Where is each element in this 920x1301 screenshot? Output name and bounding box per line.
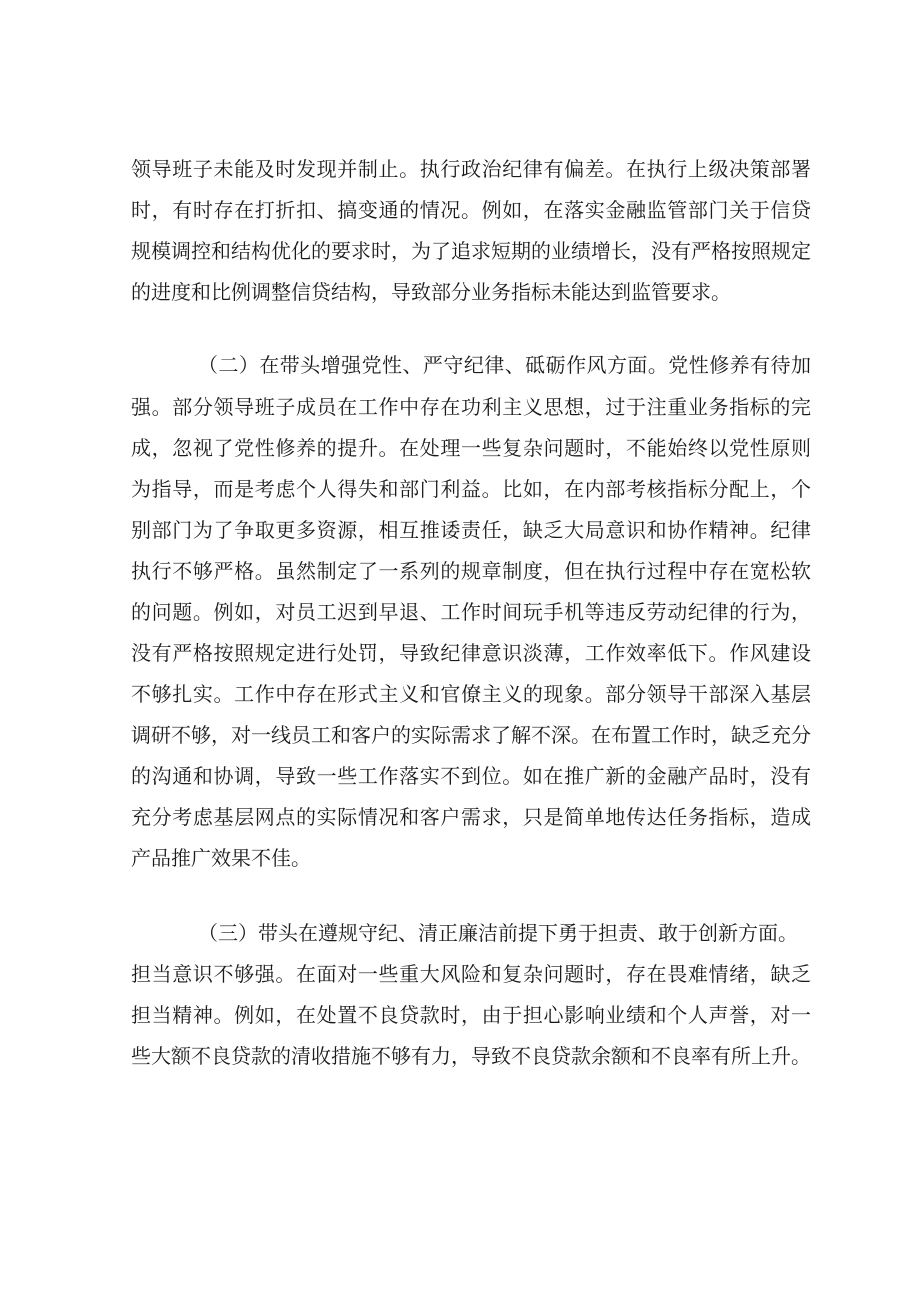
paragraph-2-line-1: （二）在带头增强党性、严守纪律、砥砺作风方面。党性修养有待加: [198, 353, 811, 377]
paragraph-1-line-2: 时，有时存在打折扣、搞变通的情况。例如，在落实金融监管部门关于信贷: [131, 198, 811, 222]
paragraph-1-line-1: 领导班子未能及时发现并制止。执行政治纪律有偏差。在执行上级决策部署: [131, 157, 811, 181]
paragraph-3-line-4: 些大额不良贷款的清收措施不够有力，导致不良贷款余额和不良率有所上升。: [131, 1044, 811, 1068]
paragraph-2-line-6: 执行不够严格。虽然制定了一系列的规章制度，但在执行过程中存在宽松软: [131, 559, 811, 583]
paragraph-3-line-3: 担当精神。例如，在处置不良贷款时，由于担心影响业绩和个人声誉，对一: [131, 1003, 811, 1027]
paragraph-2-line-9: 不够扎实。工作中存在形式主义和官僚主义的现象。部分领导干部深入基层: [131, 682, 811, 706]
paragraph-2-line-8: 没有严格按照规定进行处罚，导致纪律意识淡薄，工作效率低下。作风建设: [131, 641, 811, 665]
paragraph-1-line-4: 的进度和比例调整信贷结构，导致部分业务指标未能达到监管要求。: [131, 280, 731, 304]
paragraph-2-line-4: 为指导，而是考虑个人得失和部门利益。比如，在内部考核指标分配上，个: [131, 477, 811, 501]
paragraph-1-line-3: 规模调控和结构优化的要求时，为了追求短期的业绩增长，没有严格按照规定: [131, 239, 811, 263]
paragraph-3-line-2: 担当意识不够强。在面对一些重大风险和复杂问题时，存在畏难情绪，缺乏: [131, 962, 811, 986]
paragraph-2-line-10: 调研不够，对一线员工和客户的实际需求了解不深。在布置工作时，缺乏充分: [131, 723, 811, 747]
paragraph-2-line-5: 别部门为了争取更多资源，相互推诿责任，缺乏大局意识和协作精神。纪律: [131, 518, 811, 542]
paragraph-2-line-11: 的沟通和协调，导致一些工作落实不到位。如在推广新的金融产品时，没有: [131, 764, 811, 788]
paragraph-2-line-12: 充分考虑基层网点的实际情况和客户需求，只是简单地传达任务指标，造成: [131, 805, 811, 829]
paragraph-2-line-7: 的问题。例如，对员工迟到早退、工作时间玩手机等违反劳动纪律的行为，: [131, 600, 811, 624]
paragraph-2-line-2: 强。部分领导班子成员在工作中存在功利主义思想，过于注重业务指标的完: [131, 395, 811, 419]
paragraph-2-line-3: 成，忽视了党性修养的提升。在处理一些复杂问题时，不能始终以党性原则: [131, 436, 811, 460]
paragraph-2-line-13: 产品推广效果不佳。: [131, 846, 311, 870]
paragraph-3-line-1: （三）带头在遵规守纪、清正廉洁前提下勇于担责、敢于创新方面。: [198, 921, 798, 945]
